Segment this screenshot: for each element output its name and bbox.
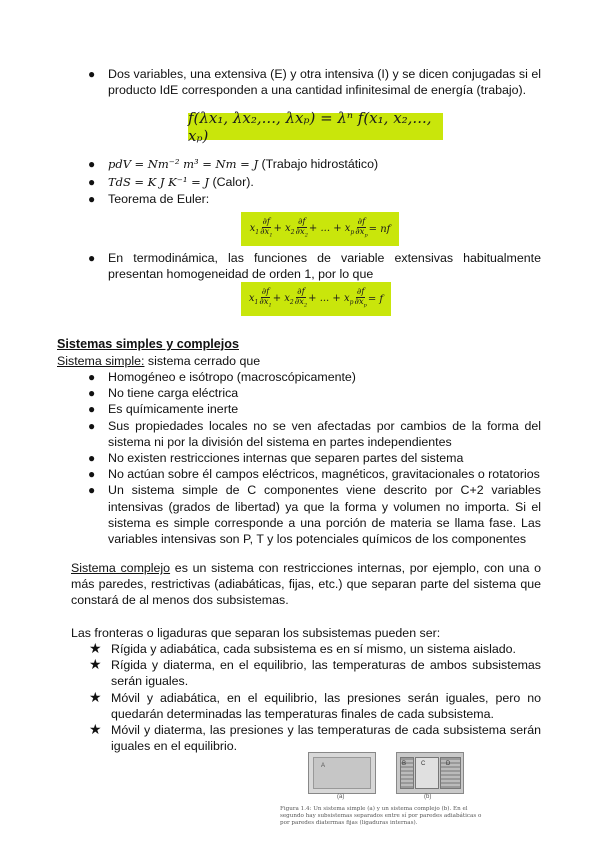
borders-list xyxy=(89,641,541,754)
figure-label-a: (a) xyxy=(337,794,345,800)
list-item: ★ Rígida y adiabática, cada subsistema es en sí mismo, un sistema aislado. xyxy=(89,640,516,656)
complex-system-paragraph: Sistema complejo es un sistema con restricciones internas, por ejemplo, con una o más paredes, restrictivas (adiabáticas, fijas, etc.) que separan parte del sistema que constará de al menos dos subsistemas. xyxy=(71,561,541,608)
thermo-equation: $x_1$ $\frac{\partial f}{\partial x_1}$ + $x_2$ $\frac{\partial f}{\partial x_2}$ + ... + $x_p$ $\frac{\partial f}{\partial x_p}$ = f xyxy=(241,282,391,316)
star-icon: ★ xyxy=(89,640,102,656)
list-item: ● Es químicamente inerte xyxy=(88,402,239,417)
list-item: ● pdV = Nm⁻² m³ = Nm = J (Trabajo hidrostático) xyxy=(88,157,379,171)
bullet-icon: ● xyxy=(88,483,96,498)
figure-simple-system: A xyxy=(308,752,376,794)
star-icon: ★ xyxy=(89,688,102,705)
star-icon: ★ xyxy=(89,721,102,738)
borders-intro: Las fronteras o ligaduras que separan los subsistemas pueden ser: xyxy=(71,626,441,640)
bullet-icon: ● xyxy=(88,451,96,466)
figure-caption: Figura 1.4: Un sistema simple (a) y un sistema complejo (b). En el segundo hay subsistemas separados entre sí por paredes adiabáticas o por paredes diatermas fijas (ligaduras internas). xyxy=(280,806,482,826)
list-item: ● TdS = K J K⁻¹ = J (Calor). xyxy=(88,175,254,190)
list-item: ● Dos variables, una extensiva (E) y otra intensiva (I) y se dicen conjugadas si el producto IdE corresponden a una cantidad infinitesimal de energía (trabajo). xyxy=(88,67,541,98)
bullet-icon: ● xyxy=(88,157,96,171)
bullet-icon: ● xyxy=(88,175,96,190)
bullet-icon: ● xyxy=(88,67,96,81)
bullet-icon: ● xyxy=(88,467,96,482)
homogeneity-equation: f(λx₁, λx₂,..., λxₚ) = λⁿ f(x₁, x₂,..., xₚ) xyxy=(188,113,443,140)
bullet-icon: ● xyxy=(88,192,96,207)
units-list xyxy=(86,156,541,208)
list-item: ● Homogéneo e isótropo (macroscópicamente) xyxy=(88,370,356,384)
simple-system-definition: Sistema simple: sistema cerrado que xyxy=(57,354,261,368)
list-item: ● Teorema de Euler: xyxy=(88,192,210,207)
figure-complex-system: B C D xyxy=(396,752,464,794)
list-item: ★ Móvil y diaterma, las presiones y las temperaturas de cada subsistema serán iguales en el equilibrio. xyxy=(89,721,541,754)
figure-label-b: (b) xyxy=(424,794,432,800)
simple-system-list xyxy=(86,369,541,547)
list-item: ★ Rígida y diaterma, en el equilibrio, las temperaturas de ambos subsistemas serán iguales. xyxy=(89,656,541,689)
list-item: ● En termodinámica, las funciones de variable extensivas habitualmente presentan homogeneidad de orden 1, por lo que xyxy=(88,251,541,282)
thermo-list xyxy=(86,250,541,282)
section-title: Sistemas simples y complejos xyxy=(57,337,239,351)
list-item: ● Un sistema simple de C componentes viene descrito por C+2 variables intensivas (grados de libertad) ya que la forma y volumen no importa. Si el sistema es simple corresponde a una porción de materia se llama fase. Las variables intensivas son P, T y los potenciales químicos de los componentes xyxy=(88,483,541,547)
list-item: ● No tiene carga eléctrica xyxy=(88,386,239,401)
intro-list xyxy=(86,66,541,98)
list-item: ★ Móvil y adiabática, en el equilibrio, las presiones serán iguales, pero no quedarán determinadas las temperaturas finales de cada subsistema. xyxy=(89,688,541,721)
bullet-icon: ● xyxy=(88,251,96,265)
euler-equation: $x_1$ $\frac{\partial f}{\partial x_1}$ + $x_2$ $\frac{\partial f}{\partial x_2}$ + ... + $x_p$ $\frac{\partial f}{\partial x_p}$ = nf xyxy=(241,212,399,246)
list-item: ● Sus propiedades locales no se ven afectadas por cambios de la forma del sistema ni por la división del sistema en partes independientes xyxy=(88,418,541,449)
bullet-icon: ● xyxy=(88,370,96,384)
bullet-icon: ● xyxy=(88,386,96,401)
bullet-icon: ● xyxy=(88,402,96,417)
list-item: ● No actúan sobre él campos eléctricos, magnéticos, gravitacionales o rotatorios xyxy=(88,467,540,482)
star-icon: ★ xyxy=(89,656,102,673)
list-item: ● No existen restricciones internas que separen partes del sistema xyxy=(88,451,464,466)
bullet-icon: ● xyxy=(88,418,96,433)
